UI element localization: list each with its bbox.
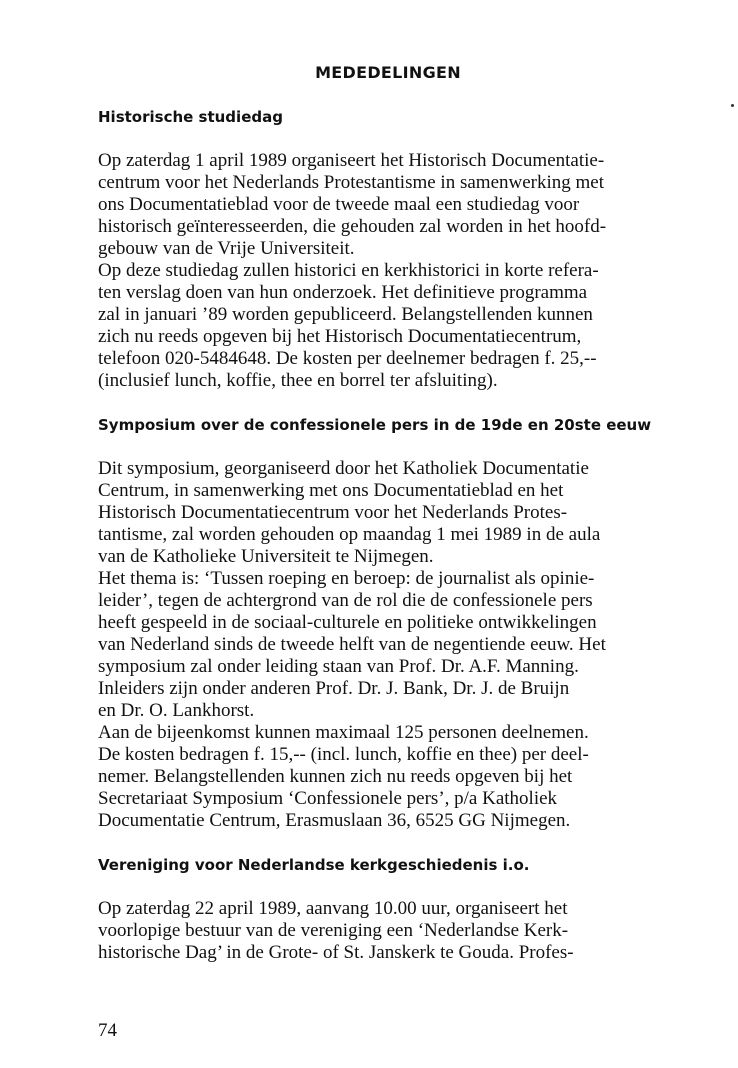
section-historische-studiedag — [98, 106, 678, 392]
section-vereniging — [98, 854, 678, 964]
section-heading: Vereniging voor Nederlandse kerkgeschiedenis i.o. — [98, 856, 530, 874]
text-line: Dit symposium, georganiseerd door het Katholiek Documentatie — [98, 458, 589, 479]
section-heading: Historische studiedag — [98, 108, 283, 126]
page-title: MEDEDELINGEN — [315, 63, 461, 82]
text-line: Aan de bijeenkomst kunnen maximaal 125 personen deelnemen. — [98, 722, 589, 743]
text-line: Op zaterdag 22 april 1989, aanvang 10.00 uur, organiseert het — [98, 898, 568, 919]
text-line: Het thema is: ‘Tussen roeping en beroep: de journalist als opinie- — [98, 568, 595, 589]
text-line: (inclusief lunch, koffie, thee en borrel ter afsluiting). — [98, 370, 498, 391]
text-line: zich nu reeds opgeven bij het Historisch Documentatiecentrum, — [98, 326, 582, 347]
text-line: van Nederland sinds de tweede helft van de negentiende eeuw. Het — [98, 634, 606, 655]
section-body — [98, 898, 678, 964]
text-line: Documentatie Centrum, Erasmuslaan 36, 6525 GG Nijmegen. — [98, 810, 571, 831]
text-line: en Dr. O. Lankhorst. — [98, 700, 255, 721]
section-body — [98, 150, 678, 392]
text-line: centrum voor het Nederlands Protestantisme in samenwerking met — [98, 172, 605, 193]
text-line: tantisme, zal worden gehouden op maandag 1 mei 1989 in de aula — [98, 524, 601, 545]
section-symposium — [98, 414, 678, 832]
text-line: Secretariaat Symposium ‘Confessionele pers’, p/a Katholiek — [98, 788, 558, 809]
text-line: historisch geïnteresseerden, die gehouden zal worden in het hoofd- — [98, 216, 607, 237]
document-page — [98, 60, 678, 964]
text-line: historische Dag’ in de Grote- of St. Janskerk te Gouda. Profes- — [98, 942, 574, 963]
page-number: 74 — [98, 1020, 117, 1041]
text-line: voorlopige bestuur van de vereniging een ‘Nederlandse Kerk- — [98, 920, 569, 941]
text-line: Op deze studiedag zullen historici en kerkhistorici in korte refera- — [98, 260, 599, 281]
text-line: zal in januari ’89 worden gepubliceerd. Belangstellenden kunnen — [98, 304, 593, 325]
text-line: Centrum, in samenwerking met ons Documentatieblad en het — [98, 480, 564, 501]
section-heading: Symposium over de confessionele pers in de 19de en 20ste eeuw — [98, 416, 652, 434]
text-line: Historisch Documentatiecentrum voor het Nederlands Protes- — [98, 502, 568, 523]
text-line: Inleiders zijn onder anderen Prof. Dr. J. Bank, Dr. J. de Bruijn — [98, 678, 570, 699]
text-line: telefoon 020-5484648. De kosten per deelnemer bedragen f. 25,-- — [98, 348, 597, 369]
text-line: heeft gespeeld in de sociaal-culturele en politieke ontwikkelingen — [98, 612, 597, 633]
text-line: ten verslag doen van hun onderzoek. Het definitieve programma — [98, 282, 588, 303]
text-line: ons Documentatieblad voor de tweede maal een studiedag voor — [98, 194, 580, 215]
text-line: Op zaterdag 1 april 1989 organiseert het Historisch Documentatie- — [98, 150, 605, 171]
text-line: gebouw van de Vrije Universiteit. — [98, 238, 355, 259]
text-line: van de Katholieke Universiteit te Nijmegen. — [98, 546, 434, 567]
text-line: De kosten bedragen f. 15,-- (incl. lunch, koffie en thee) per deel- — [98, 744, 589, 765]
text-line: nemer. Belangstellenden kunnen zich nu reeds opgeven bij het — [98, 766, 573, 787]
section-body — [98, 458, 678, 832]
text-line: symposium zal onder leiding staan van Prof. Dr. A.F. Manning. — [98, 656, 579, 677]
text-line: leider’, tegen de achtergrond van de rol die de confessionele pers — [98, 590, 593, 611]
margin-mark — [731, 104, 734, 107]
